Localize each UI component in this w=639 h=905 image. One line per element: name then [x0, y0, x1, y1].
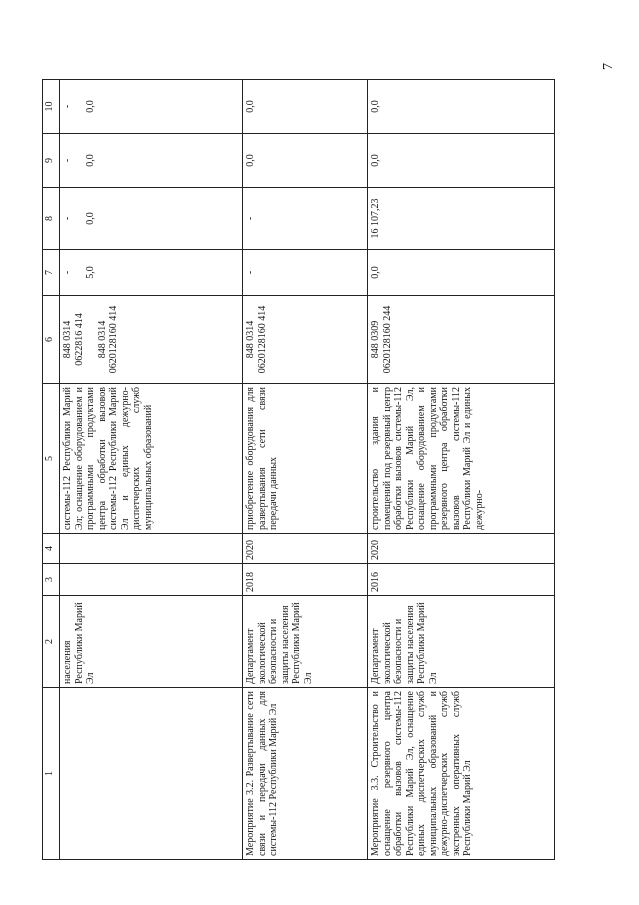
budget-code-line: 848 0314: [96, 320, 108, 359]
value-cell: -: [243, 188, 368, 250]
value-cell: [60, 188, 243, 250]
header-cell: 9: [43, 134, 60, 188]
table-row: [243, 80, 368, 860]
header-cell: 7: [43, 250, 60, 296]
budget-code-line: 848 0309: [370, 320, 381, 359]
end-year-cell: 2020: [243, 534, 368, 564]
description-cell: строительство здания и помещений под резервный центр обработки вызовов системы-112 Республики Марий Эл, оснащение оборудованием и программными продуктами резервного центра обработки вызовов системы-112 Республики Марий Эл и единых дежурно-: [368, 384, 555, 534]
value-cell: 0,0: [368, 80, 555, 134]
end-year-cell: 2020: [368, 534, 555, 564]
value-cell: 16 107,23: [368, 188, 555, 250]
header-cell: 2: [43, 596, 60, 688]
start-year-cell: 2018: [243, 564, 368, 596]
value-line: -: [62, 270, 73, 275]
description-cell: приобретение оборудования для развертывания сети связи передачи данных: [243, 384, 368, 534]
value-cell: -: [243, 250, 368, 296]
budget-code-cell: [243, 296, 368, 384]
value-cell: [60, 250, 243, 296]
value-line: 0,0: [85, 212, 96, 225]
value-cell: 0,0: [368, 134, 555, 188]
budget-code-line: 848 0314: [245, 320, 256, 359]
header-cell: 4: [43, 534, 60, 564]
value-line: [74, 191, 86, 246]
budget-code-line: 848 0314: [62, 320, 73, 359]
value-line: 5,0: [85, 266, 96, 279]
rotated-table-container: [42, 80, 632, 860]
value-line: 0,0: [85, 154, 96, 167]
budget-code-cell: [368, 296, 555, 384]
header-cell: 10: [43, 80, 60, 134]
value-cell: 0,0: [368, 250, 555, 296]
measure-cell: Мероприятие 3.2. Развертывание сети связи и передачи данных для системы-112 Республики Марий Эл: [243, 688, 368, 860]
table-row: [368, 80, 555, 860]
executor-cell: Департамент экологической безопасности и защиты населения Республики Марий Эл: [243, 596, 368, 688]
table-row: [60, 80, 243, 860]
end-year-cell: [60, 534, 243, 564]
header-cell: 8: [43, 188, 60, 250]
value-line: 0,0: [85, 100, 96, 113]
start-year-cell: 2016: [368, 564, 555, 596]
measure-cell: Мероприятие 3.3. Строительство и оснащение резервного центра обработки вызовов системы-112 Республики Марий Эл, оснащение единых диспетчерских служб муниципальных образований и дежурно-диспетчерских служб экстренных оперативных служб Республики Марий Эл: [368, 688, 555, 860]
value-line: [74, 253, 86, 292]
value-cell: [60, 134, 243, 188]
value-line: [74, 137, 86, 184]
value-line: -: [62, 216, 73, 221]
page-number: 7: [601, 63, 616, 70]
description-cell: системы-112 Республики Марий Эл; оснащение оборудованием и программными продуктами центра обработки вызовов системы-112 Республики Марий Эл и единых дежурно-диспетчерских служб муниципальных образований: [60, 384, 243, 534]
measure-cell: [60, 688, 243, 860]
budget-code-line: 0620128160 244: [381, 305, 393, 374]
header-cell: 5: [43, 384, 60, 534]
header-cell: 6: [43, 296, 60, 384]
value-line: -: [62, 104, 73, 109]
header-row: [43, 80, 60, 860]
program-measures-table: [42, 79, 555, 860]
executor-cell: Департамент экологической безопасности и защиты населения Республики Марий Эл: [368, 596, 555, 688]
value-line: -: [62, 158, 73, 163]
executor-cell: населения Республики Марий Эл: [60, 596, 243, 688]
value-cell: [60, 80, 243, 134]
start-year-cell: [60, 564, 243, 596]
value-line: [74, 83, 86, 130]
budget-code-line: 0620128160 414: [108, 305, 119, 374]
header-cell: 1: [43, 688, 60, 860]
budget-code-line: 0622816 414: [73, 313, 85, 366]
value-cell: 0,0: [243, 134, 368, 188]
budget-code-line: [85, 299, 97, 380]
header-cell: 3: [43, 564, 60, 596]
budget-code-cell: [60, 296, 243, 384]
budget-code-line: 0620128160 414: [256, 305, 268, 374]
value-cell: 0,0: [243, 80, 368, 134]
